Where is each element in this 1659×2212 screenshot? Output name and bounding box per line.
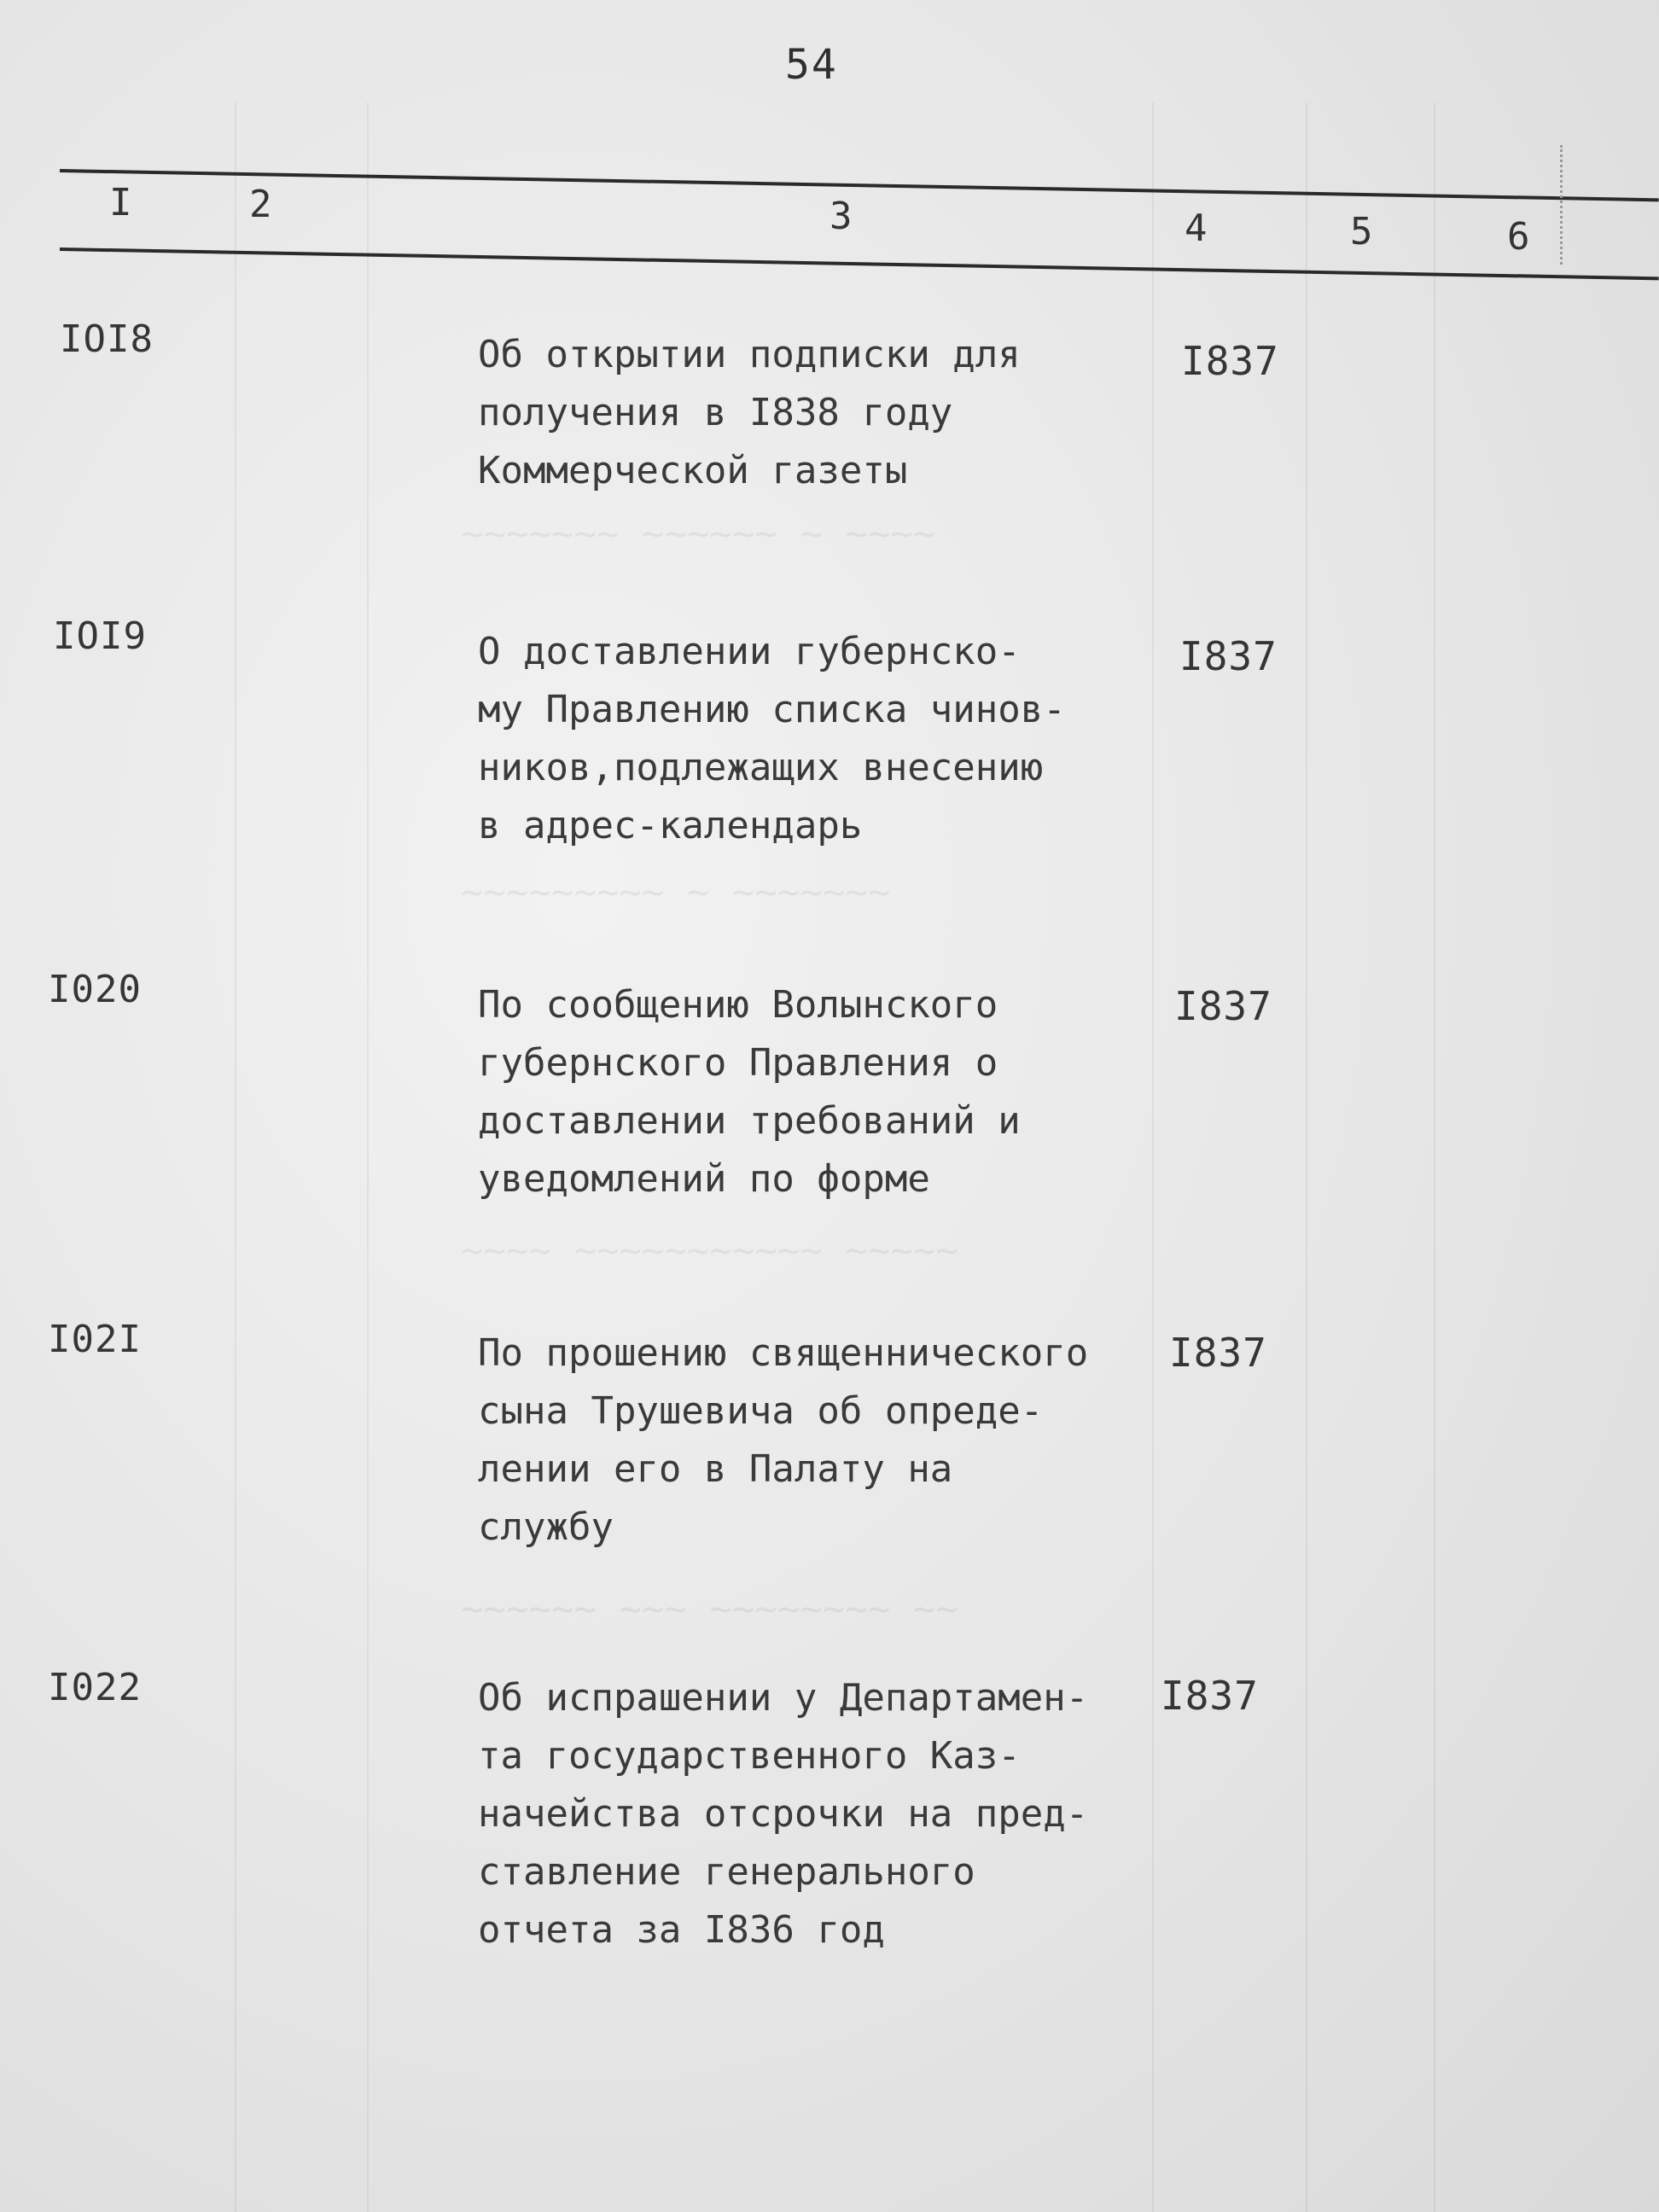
bleed-through-text: ~~~~~~ ~~~ ~~~~~~~~ ~~ — [461, 1587, 958, 1631]
column-header-1: I — [109, 181, 132, 224]
record-number: I020 — [48, 968, 142, 1011]
column-header-3: 3 — [830, 195, 853, 238]
record-year: I837 — [1161, 1673, 1259, 1719]
header-rule-bottom — [60, 247, 1659, 280]
record-title: По сообщению Волынского губернского Правления о доставлении требований и уведомлений по форме — [478, 983, 1021, 1201]
page-number: 54 — [785, 41, 838, 89]
record-number: IOI8 — [60, 317, 154, 361]
record-number: I022 — [48, 1666, 142, 1709]
column-header-2: 2 — [249, 183, 272, 226]
record-year: I837 — [1174, 983, 1272, 1029]
column-divider — [235, 102, 236, 2212]
bleed-through-text: ~~~~ ~~~~~~~~~~~ ~~~~~ — [461, 1229, 958, 1272]
column-divider — [367, 102, 369, 2212]
record-number: IOI9 — [53, 614, 147, 658]
column-divider — [1306, 102, 1307, 2212]
record-title: Об испрашении у Департамен- та государственного Каз- начейства отсрочки на пред- ставление генерального отчета за I836 год — [478, 1676, 1089, 1952]
record-title: По прошению священнического сына Трушевича об опреде- лении его в Палату на службу — [478, 1331, 1089, 1549]
column-header-6: 6 — [1507, 215, 1530, 259]
record-title: Об открытии подписки для получения в I838 году Коммерческой газеты — [478, 333, 1021, 492]
bleed-through-text: ~~~~~~~ ~~~~~~ ~ ~~~~ — [461, 512, 936, 556]
record-year: I837 — [1181, 338, 1279, 384]
header-rule-top — [60, 169, 1659, 201]
column-divider — [1434, 102, 1435, 2212]
record-number: I02I — [48, 1318, 142, 1361]
record-title: О доставлении губернско- му Правлению списка чинов- ников,подлежащих внесению в адрес-календарь — [478, 630, 1066, 847]
record-year: I837 — [1179, 633, 1278, 679]
column-header-5: 5 — [1350, 210, 1373, 253]
column-header-4: 4 — [1185, 207, 1208, 250]
bleed-through-text: ~~~~~~~~~ ~ ~~~~~~~ — [461, 870, 891, 914]
edge-marks — [1560, 145, 1566, 265]
record-year: I837 — [1169, 1330, 1267, 1376]
